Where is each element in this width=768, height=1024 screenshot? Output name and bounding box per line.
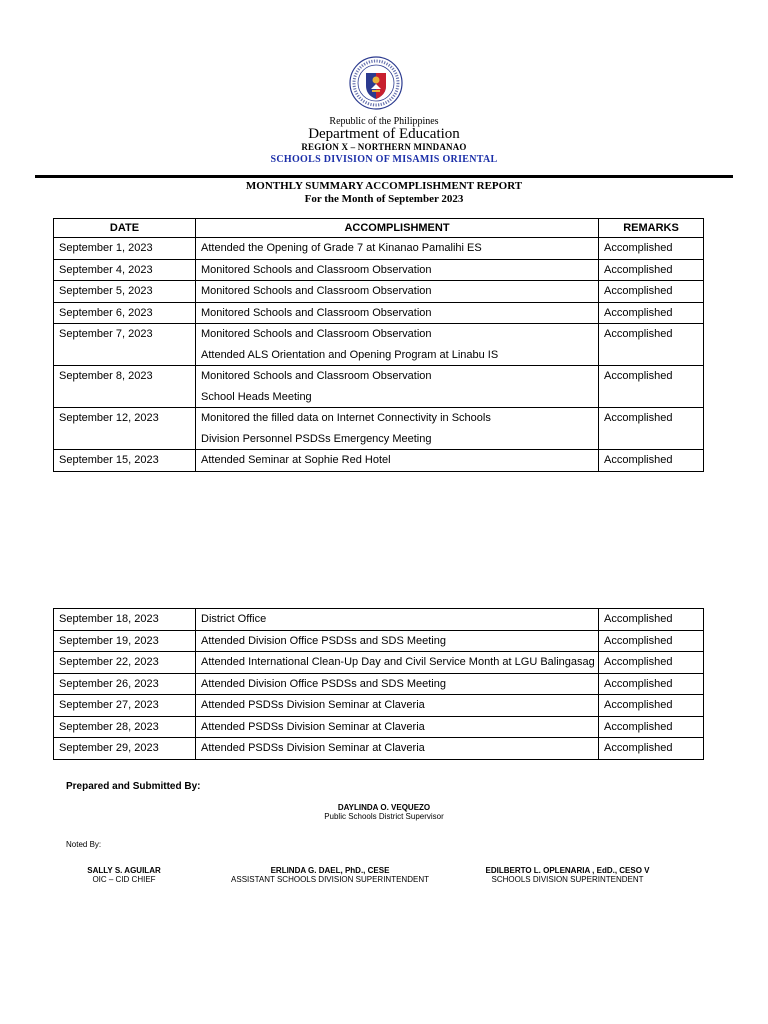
row-accomplishment: [196, 695, 599, 717]
preparer-name: DAYLINDA O. VEQUEZO: [337, 803, 431, 812]
noted-by-label: Noted By:: [66, 840, 102, 849]
row-date: September 29, 2023: [54, 738, 196, 760]
accomplishment-item: Monitored Schools and Classroom Observation: [201, 306, 432, 319]
accomplishment-item: Division Personnel PSDSs Emergency Meeting: [201, 432, 432, 445]
accomplishment-item: Monitored Schools and Classroom Observation: [201, 370, 432, 382]
accomplishment-item: Attended Seminar at Sophie Red Hotel: [201, 454, 391, 466]
row-accomplishment: [196, 366, 599, 408]
division-label: SCHOOLS DIVISION OF MISAMIS ORIENTAL: [270, 154, 498, 165]
report-title: MONTHLY SUMMARY ACCOMPLISHMENT REPORT: [245, 180, 523, 192]
table-row: [54, 302, 704, 324]
row-accomplishment: [196, 738, 599, 760]
accomplishment-item: Attended ALS Orientation and Opening Program at Linabu IS: [201, 348, 499, 361]
row-date: September 8, 2023: [54, 366, 196, 408]
deped-seal-icon: [349, 56, 403, 110]
row-date: September 7, 2023: [54, 324, 196, 366]
table-row: [54, 652, 704, 674]
row-accomplishment: [196, 609, 599, 631]
table-row: [54, 238, 704, 260]
table-row: [54, 609, 704, 631]
table-row: [54, 259, 704, 281]
table-row: [54, 281, 704, 303]
noted-signatory-1: [64, 866, 184, 884]
row-date: September 5, 2023: [54, 281, 196, 303]
noted-signatory-2: [205, 866, 455, 884]
row-accomplishment: [196, 408, 599, 450]
row-date: September 22, 2023: [54, 652, 196, 674]
row-accomplishment: [196, 652, 599, 674]
signatory-title: OIC – CID CHIEF: [92, 875, 156, 884]
region-label: REGION X – NORTHERN MINDANAO: [301, 142, 467, 152]
preparer-title: Public Schools District Supervisor: [324, 812, 444, 821]
table-row: [54, 408, 704, 450]
row-accomplishment: [196, 281, 599, 303]
row-accomplishment: [196, 716, 599, 738]
table-row: [54, 695, 704, 717]
row-remarks: Accomplished: [599, 302, 704, 324]
accomplishment-item: Attended Division Office PSDSs and SDS Meeting: [201, 634, 446, 647]
accomplishment-item: Monitored Schools and Classroom Observation: [201, 328, 432, 340]
row-remarks: Accomplished: [599, 259, 704, 281]
row-date: September 12, 2023: [54, 408, 196, 450]
prepared-by-label: Prepared and Submitted By:: [66, 781, 201, 792]
table-row: [54, 673, 704, 695]
accomplishment-item: Attended Division Office PSDSs and SDS Meeting: [201, 677, 446, 690]
accomplishment-item: Attended the Opening of Grade 7 at Kinanao Pamalihi ES: [201, 242, 482, 254]
table-row: [54, 716, 704, 738]
row-remarks: Accomplished: [599, 238, 704, 260]
row-remarks: Accomplished: [599, 450, 704, 472]
row-remarks: Accomplished: [599, 609, 704, 631]
row-date: September 1, 2023: [54, 238, 196, 260]
report-subtitle: For the Month of September 2023: [304, 193, 464, 205]
row-accomplishment: [196, 259, 599, 281]
row-accomplishment: [196, 324, 599, 366]
accomplishment-item: Monitored Schools and Classroom Observation: [201, 263, 432, 276]
row-remarks: Accomplished: [599, 630, 704, 652]
row-accomplishment: [196, 450, 599, 472]
row-remarks: Accomplished: [599, 324, 704, 366]
accomplishment-item: Monitored Schools and Classroom Observation: [201, 285, 432, 297]
accomplishment-item: District Office: [201, 613, 267, 625]
row-date: September 28, 2023: [54, 716, 196, 738]
row-date: September 18, 2023: [54, 609, 196, 631]
row-remarks: Accomplished: [599, 408, 704, 450]
row-date: September 27, 2023: [54, 695, 196, 717]
accomplishment-item: Attended International Clean-Up Day and Civil Service Month at LGU Balingasag: [201, 656, 595, 668]
row-remarks: Accomplished: [599, 673, 704, 695]
signatory-name: SALLY S. AGUILAR: [87, 866, 161, 875]
header-divider: [35, 175, 733, 178]
row-remarks: Accomplished: [599, 366, 704, 408]
accomplishment-item: Attended PSDSs Division Seminar at Claveria: [201, 742, 425, 754]
table-row: [54, 450, 704, 472]
signatory-title: ASSISTANT SCHOOLS DIVISION SUPERINTENDENT: [231, 875, 429, 884]
table-row: [54, 630, 704, 652]
column-header-remarks: REMARKS: [599, 219, 704, 238]
row-remarks: Accomplished: [599, 716, 704, 738]
signatory-name: ERLINDA G. DAEL, PhD., CESE: [270, 866, 390, 875]
signatory-name: EDILBERTO L. OPLENARIA , EdD., CESO V: [485, 866, 650, 875]
accomplishment-table-continued: [53, 608, 704, 760]
accomplishment-item: Attended PSDSs Division Seminar at Claveria: [201, 720, 425, 733]
table-row: [54, 738, 704, 760]
row-accomplishment: [196, 238, 599, 260]
table-row: [54, 366, 704, 408]
accomplishment-item: Monitored the filled data on Internet Connectivity in Schools: [201, 412, 491, 424]
row-accomplishment: [196, 302, 599, 324]
noted-signatory-3: [460, 866, 675, 884]
accomplishment-item: Attended PSDSs Division Seminar at Claveria: [201, 699, 425, 711]
column-header-accomplishment: ACCOMPLISHMENT: [196, 219, 599, 238]
row-date: September 6, 2023: [54, 302, 196, 324]
accomplishment-item: School Heads Meeting: [201, 390, 312, 403]
table-header-row: [54, 219, 704, 238]
row-remarks: Accomplished: [599, 695, 704, 717]
preparer-block: [234, 803, 534, 821]
row-remarks: Accomplished: [599, 738, 704, 760]
accomplishment-table: [53, 218, 704, 472]
department-title: Department of Education: [308, 126, 460, 142]
row-date: September 4, 2023: [54, 259, 196, 281]
row-remarks: Accomplished: [599, 652, 704, 674]
signatory-title: SCHOOLS DIVISION SUPERINTENDENT: [491, 875, 644, 884]
row-date: September 15, 2023: [54, 450, 196, 472]
row-accomplishment: [196, 630, 599, 652]
row-accomplishment: [196, 673, 599, 695]
row-date: September 26, 2023: [54, 673, 196, 695]
row-date: September 19, 2023: [54, 630, 196, 652]
column-header-date: DATE: [54, 219, 196, 238]
republic-label: Republic of the Philippines: [329, 116, 439, 127]
row-remarks: Accomplished: [599, 281, 704, 303]
table-row: [54, 324, 704, 366]
